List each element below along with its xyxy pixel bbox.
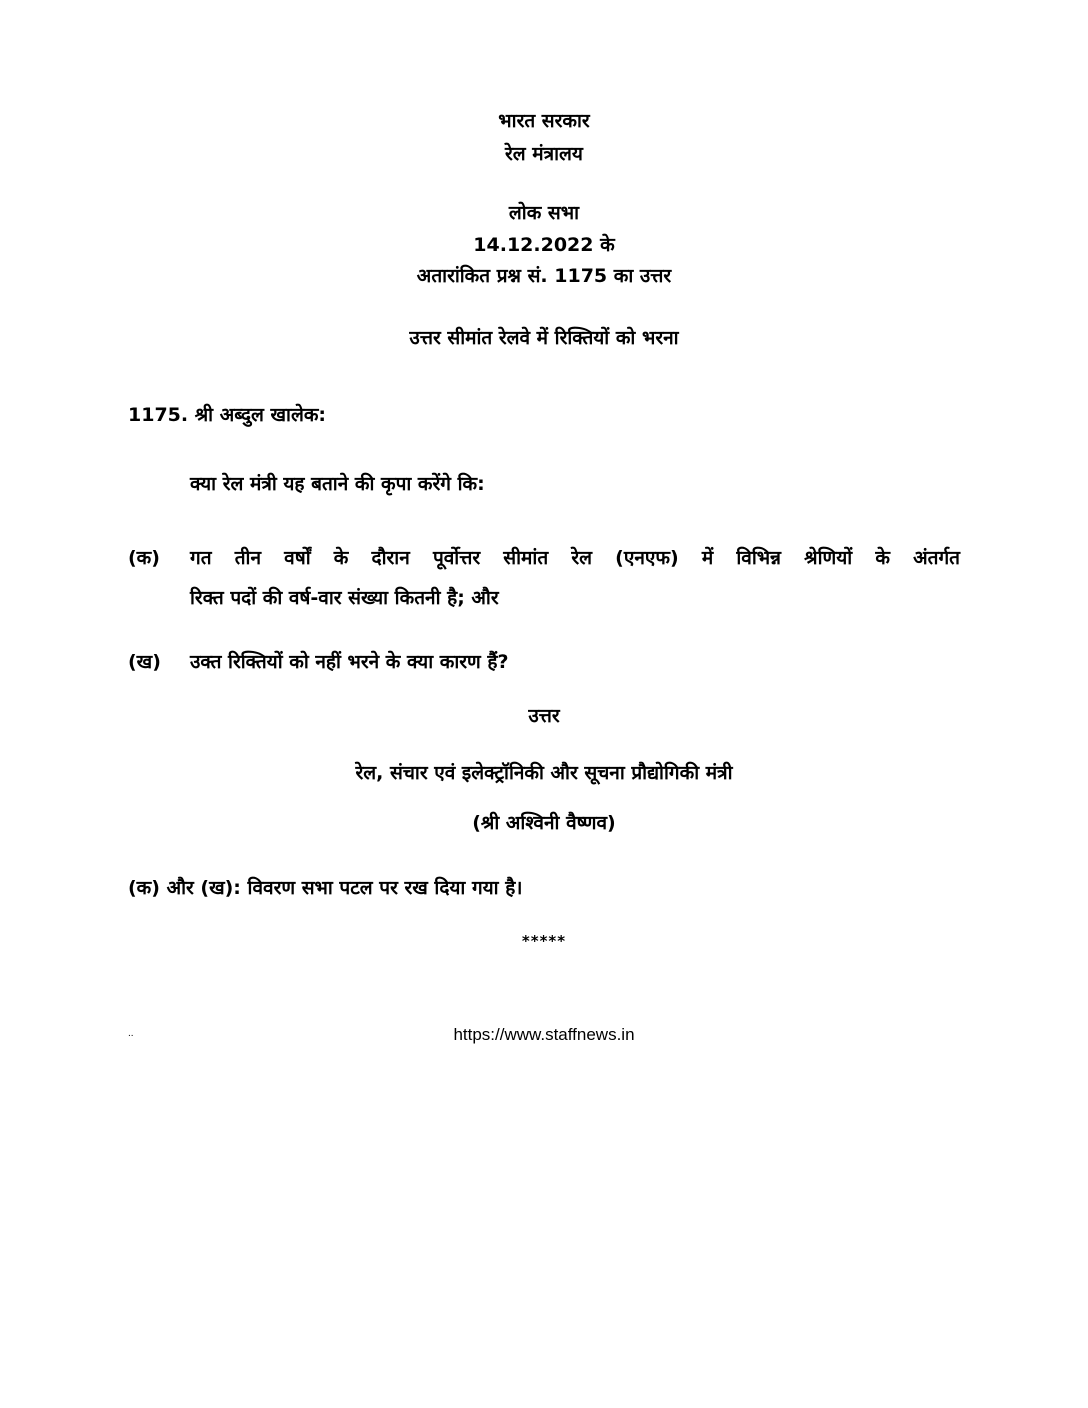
part-marker: (ख) [128, 651, 161, 673]
minister-name: (श्री अश्विनी वैष्णव) [472, 812, 616, 834]
footer-url[interactable]: https://www.staffnews.in [453, 1025, 635, 1044]
answer-reply: (क) और (ख): विवरण सभा पटल पर रख दिया गया है। [128, 877, 523, 899]
part-marker: (क) [128, 547, 160, 569]
footer-mark: .. [128, 1028, 134, 1039]
question-date: 14.12.2022 के [473, 234, 615, 256]
house-name: लोक सभा [508, 202, 580, 224]
minister-title: रेल, संचार एवं इलेक्ट्रॉनिकी और सूचना प्रौद्योगिकी मंत्री [355, 762, 733, 784]
question-intro: क्या रेल मंत्री यह बताने की कृपा करेंगे कि: [190, 473, 485, 495]
question-reference: अतारांकित प्रश्न सं. 1175 का उत्तर [416, 265, 672, 287]
part-text-line: उक्त रिक्तियों को नहीं भरने के क्या कारण हैं? [190, 651, 509, 673]
answer-heading: उत्तर [528, 705, 560, 727]
subject-title: उत्तर सीमांत रेलवे में रिक्तियों को भरना [409, 327, 679, 349]
ministry-title: रेल मंत्रालय [505, 143, 583, 165]
part-text-line: रिक्त पदों की वर्ष-वार संख्या कितनी है; और [190, 587, 499, 609]
question-member: 1175. श्री अब्दुल खालेक: [128, 404, 327, 426]
part-text-line: गत तीन वर्षों के दौरान पूर्वोत्तर सीमांत रेल (एनएफ) में विभिन्न श्रेणियों के अंतर्गत [190, 547, 960, 569]
government-title: भारत सरकार [498, 110, 590, 132]
end-marker: ***** [521, 932, 567, 950]
